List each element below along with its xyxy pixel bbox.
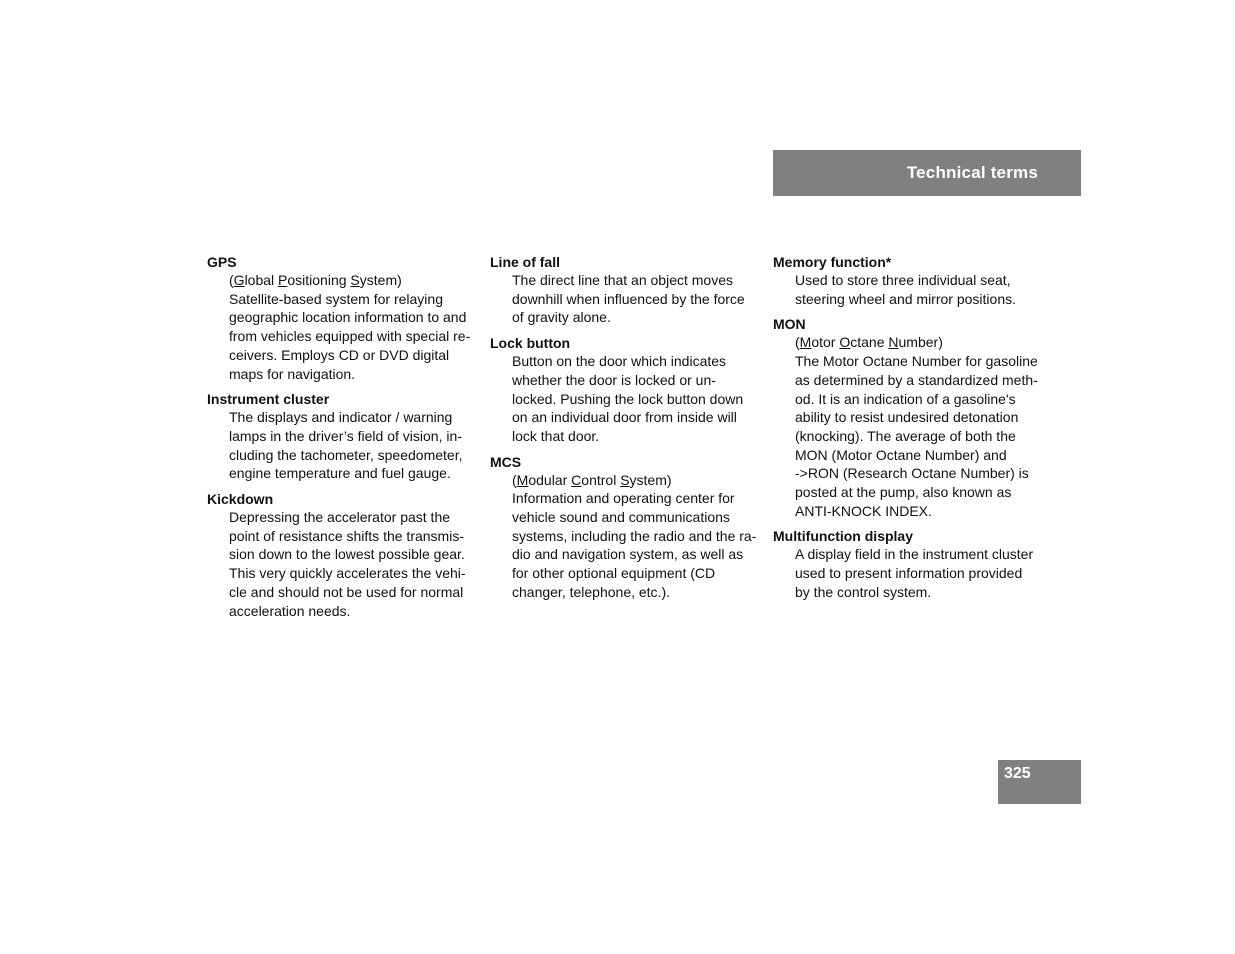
text-segment: otor <box>811 334 840 351</box>
glossary-term: Kickdown <box>207 491 274 508</box>
text-segment: ystem) <box>359 272 402 288</box>
glossary-term: MCS <box>490 453 522 470</box>
definition-line: (knocking). The average of both the <box>795 427 1016 444</box>
definition-line: posted at the pump, also known as <box>795 484 1012 501</box>
glossary-definition <box>490 352 758 446</box>
glossary-term: Instrument cluster <box>207 391 330 408</box>
definition-line <box>512 471 758 490</box>
definition-line: Satellite-based system for relaying <box>229 290 443 307</box>
definition-line: acceleration needs. <box>229 602 351 619</box>
glossary-term: MON <box>773 316 806 333</box>
definition-line: cle and should not be used for normal <box>229 583 464 600</box>
definition-line: The displays and indicator / warning <box>229 409 453 426</box>
acronym-letter: N <box>888 334 899 351</box>
text-segment: ( <box>512 471 517 488</box>
glossary-definition <box>490 471 758 602</box>
glossary-entry <box>773 315 1041 520</box>
definition-line: vehicle sound and communications <box>512 509 730 526</box>
definition-line: MON (Motor Octane Number) and <box>795 446 1007 463</box>
text-segment: ontrol <box>581 471 621 488</box>
definition-line: by the control system. <box>795 583 932 600</box>
glossary-entry <box>207 253 475 383</box>
definition-line: A display field in the instrument cluster <box>795 546 1034 563</box>
glossary-definition <box>773 271 1041 308</box>
definition-line: whether the door is locked or un- <box>512 371 716 388</box>
text-segment: ystem) <box>629 471 672 488</box>
definition-line: geographic location information to and <box>229 309 467 326</box>
definition-line: ceivers. Employs CD or DVD digital <box>229 346 450 363</box>
glossary-entry <box>490 253 758 327</box>
definition-line <box>795 333 1041 352</box>
acronym-letter: C <box>571 471 582 488</box>
acronym-letter: G <box>233 272 245 288</box>
acronym-letter: M <box>799 334 812 351</box>
acronym-letter: S <box>620 471 630 488</box>
definition-line: Information and operating center for <box>512 490 735 507</box>
glossary-entry <box>773 253 1041 308</box>
text-segment: ( <box>795 334 800 351</box>
glossary-definition <box>207 271 475 383</box>
text-segment: umber) <box>898 334 943 351</box>
glossary-entry <box>207 490 475 620</box>
definition-line: steering wheel and mirror positions. <box>795 290 1016 307</box>
definition-line: ability to resist undesired detonation <box>795 409 1019 426</box>
definition-line: This very quickly accelerates the vehi- <box>229 565 466 582</box>
glossary-column-2 <box>490 253 758 609</box>
glossary-definition <box>773 333 1041 520</box>
definition-line: Used to store three individual seat, <box>795 272 1011 288</box>
definition-line <box>229 271 475 290</box>
acronym-letter: O <box>839 334 851 351</box>
page-number-box <box>998 760 1081 804</box>
acronym-letter: P <box>278 272 288 288</box>
definition-line: sion down to the lowest possible gear. <box>229 546 465 563</box>
glossary-term: Lock button <box>490 335 571 352</box>
glossary-entry <box>490 453 758 602</box>
glossary-term: GPS <box>207 254 237 270</box>
definition-line: of gravity alone. <box>512 309 611 326</box>
definition-line: dio and navigation system, as well as <box>512 546 744 563</box>
definition-line: Button on the door which indicates <box>512 353 727 370</box>
definition-line: lamps in the driver’s field of vision, in- <box>229 427 462 444</box>
definition-line: as determined by a standardized meth- <box>795 371 1038 388</box>
definition-line: ->RON (Research Octane Number) is <box>795 465 1029 482</box>
definition-line: downhill when influenced by the force <box>512 290 745 307</box>
glossary-entry <box>490 334 758 446</box>
acronym-letter: S <box>350 272 360 288</box>
definition-line: from vehicles equipped with special re- <box>229 328 471 345</box>
definition-line: point of resistance shifts the transmis- <box>229 527 464 544</box>
definition-line: systems, including the radio and the ra- <box>512 527 757 544</box>
definition-line: maps for navigation. <box>229 365 356 382</box>
text-segment: ositioning <box>287 272 351 288</box>
definition-line: ANTI-KNOCK INDEX. <box>795 502 932 519</box>
definition-line: changer, telephone, etc.). <box>512 583 670 600</box>
glossary-definition <box>207 408 475 483</box>
glossary-definition <box>773 545 1041 601</box>
section-title: Technical terms <box>906 163 1038 182</box>
glossary-column-1 <box>207 253 475 627</box>
text-segment: odular <box>528 471 572 488</box>
glossary-term: Line of fall <box>490 254 560 270</box>
page-number: 325 <box>1004 765 1031 782</box>
text-segment: lobal <box>244 272 279 288</box>
definition-line: The direct line that an object moves <box>512 272 734 288</box>
definition-line: The Motor Octane Number for gasoline <box>795 353 1038 370</box>
section-header-bar <box>773 150 1081 196</box>
definition-line: engine temperature and fuel gauge. <box>229 465 451 482</box>
definition-line: used to present information provided <box>795 565 1023 582</box>
text-segment: ( <box>229 272 234 288</box>
text-segment: ctane <box>850 334 889 351</box>
acronym-letter: M <box>516 471 529 488</box>
glossary-term: Multifunction display <box>773 528 913 545</box>
glossary-column-3 <box>773 253 1041 609</box>
definition-line: lock that door. <box>512 427 600 444</box>
definition-line: cluding the tachometer, speedometer, <box>229 446 463 463</box>
definition-line: od. It is an indication of a gasoline's <box>795 390 1016 407</box>
definition-line: locked. Pushing the lock button down <box>512 390 744 407</box>
glossary-entry <box>773 527 1041 601</box>
glossary-entry <box>207 390 475 483</box>
glossary-definition <box>490 271 758 327</box>
glossary-term: Memory function* <box>773 254 892 270</box>
definition-line: on an individual door from inside will <box>512 409 737 426</box>
definition-line: for other optional equipment (CD <box>512 565 716 582</box>
definition-line: Depressing the accelerator past the <box>229 509 451 526</box>
glossary-definition <box>207 508 475 620</box>
